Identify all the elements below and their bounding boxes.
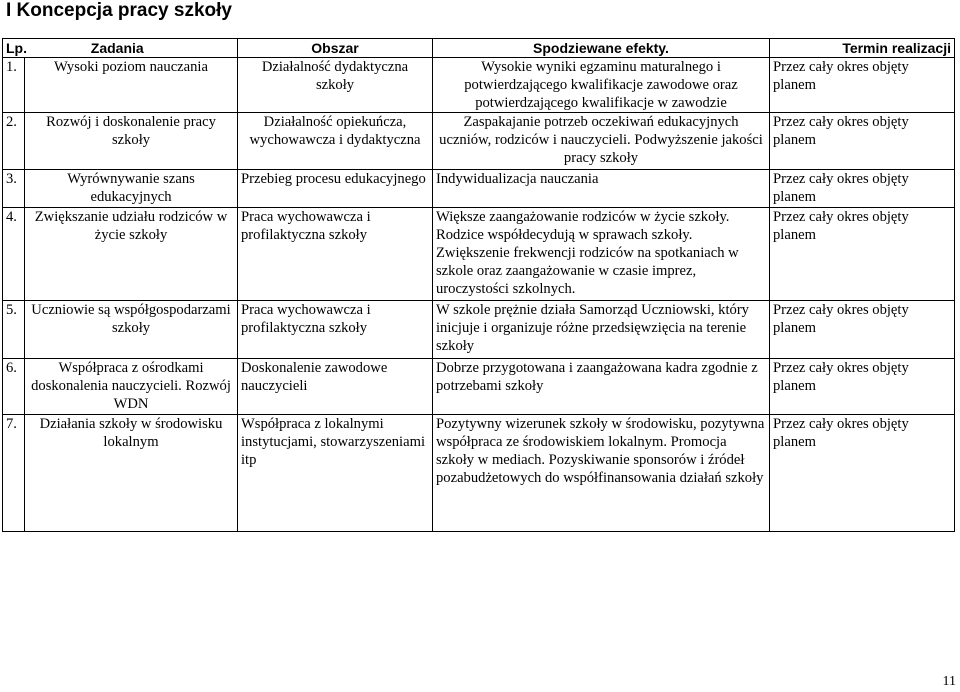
efekty-cell: Większe zaangażowanie rodziców w życie szkoły. Rodzice współdecydują w sprawach szkoły. Zwiększenie frekwencji rodziców na spotkaniach w szkole oraz zaangażowanie w czasie imprez, uroczystości szkolnych. — [433, 208, 770, 301]
zadanie-cell: Uczniowie są współgospodarzami szkoły — [25, 301, 238, 359]
header-efekty: Spodziewane efekty. — [433, 39, 770, 58]
row-number: 7. — [3, 415, 25, 532]
termin-cell: Przez cały okres objęty planem — [770, 301, 955, 359]
table-row — [3, 301, 955, 359]
header-lp: Lp. — [6, 40, 27, 56]
termin-cell: Przez cały okres objęty planem — [770, 170, 955, 208]
zadanie-cell: Wyrównywanie szans edukacyjnych — [25, 170, 238, 208]
table-row — [3, 359, 955, 415]
efekty-cell: Zaspakajanie potrzeb oczekiwań edukacyjnych uczniów, rodziców i nauczycieli. Podwyższenie jakości pracy szkoły — [433, 113, 770, 170]
zadanie-cell: Rozwój i doskonalenie pracy szkoły — [25, 113, 238, 170]
row-number: 6. — [3, 359, 25, 415]
zadanie-cell: Działania szkoły w środowisku lokalnym — [25, 415, 238, 532]
header-zadania: Zadania — [90, 40, 144, 56]
obszar-cell: Współpraca z lokalnymi instytucjami, stowarzyszeniami itp — [238, 415, 433, 532]
efekty-cell: Dobrze przygotowana i zaangażowana kadra zgodnie z potrzebami szkoły — [433, 359, 770, 415]
document-title: I Koncepcja pracy szkoły — [6, 0, 232, 21]
obszar-cell: Działalność dydaktyczna szkoły — [238, 58, 433, 113]
efekty-cell: Indywidualizacja nauczania — [433, 170, 770, 208]
obszar-cell: Przebieg procesu edukacyjnego — [238, 170, 433, 208]
obszar-cell: Praca wychowawcza i profilaktyczna szkoły — [238, 208, 433, 301]
table-row — [3, 208, 955, 301]
obszar-cell: Doskonalenie zawodowe nauczycieli — [238, 359, 433, 415]
table-row — [3, 170, 955, 208]
termin-cell: Przez cały okres objęty planem — [770, 58, 955, 113]
header-obszar: Obszar — [238, 39, 433, 58]
header-termin: Termin realizacji — [770, 39, 955, 58]
header-lp-zadania — [3, 39, 238, 58]
page-number: 11 — [942, 674, 956, 689]
termin-cell: Przez cały okres objęty planem — [770, 415, 955, 532]
table-row — [3, 415, 955, 532]
efekty-cell: W szkole prężnie działa Samorząd Uczniowski, który inicjuje i organizuje różne przedsięwzięcia na terenie szkoły — [433, 301, 770, 359]
termin-cell: Przez cały okres objęty planem — [770, 359, 955, 415]
row-number: 2. — [3, 113, 25, 170]
obszar-cell: Działalność opiekuńcza, wychowawcza i dydaktyczna — [238, 113, 433, 170]
termin-cell: Przez cały okres objęty planem — [770, 113, 955, 170]
table-row — [3, 113, 955, 170]
obszar-cell: Praca wychowawcza i profilaktyczna szkoły — [238, 301, 433, 359]
table-row — [3, 58, 955, 113]
table-header-row — [3, 39, 955, 58]
koncepcja-table — [2, 38, 955, 532]
row-number: 3. — [3, 170, 25, 208]
row-number: 5. — [3, 301, 25, 359]
zadanie-cell: Zwiększanie udziału rodziców w życie szkoły — [25, 208, 238, 301]
efekty-cell: Wysokie wyniki egzaminu maturalnego i potwierdzającego kwalifikacje zawodowe oraz potwierdzającego kwalifikacje w zawodzie — [433, 58, 770, 113]
efekty-cell: Pozytywny wizerunek szkoły w środowisku, pozytywna współpraca ze środowiskiem lokalnym. Promocja szkoły w mediach. Pozyskiwanie sponsorów i źródeł pozabudżetowych do współfinansowania działań szkoły — [433, 415, 770, 532]
zadanie-cell: Wysoki poziom nauczania — [25, 58, 238, 113]
row-number: 4. — [3, 208, 25, 301]
termin-cell: Przez cały okres objęty planem — [770, 208, 955, 301]
zadanie-cell: Współpraca z ośrodkami doskonalenia nauczycieli. Rozwój WDN — [25, 359, 238, 415]
row-number: 1. — [3, 58, 25, 113]
